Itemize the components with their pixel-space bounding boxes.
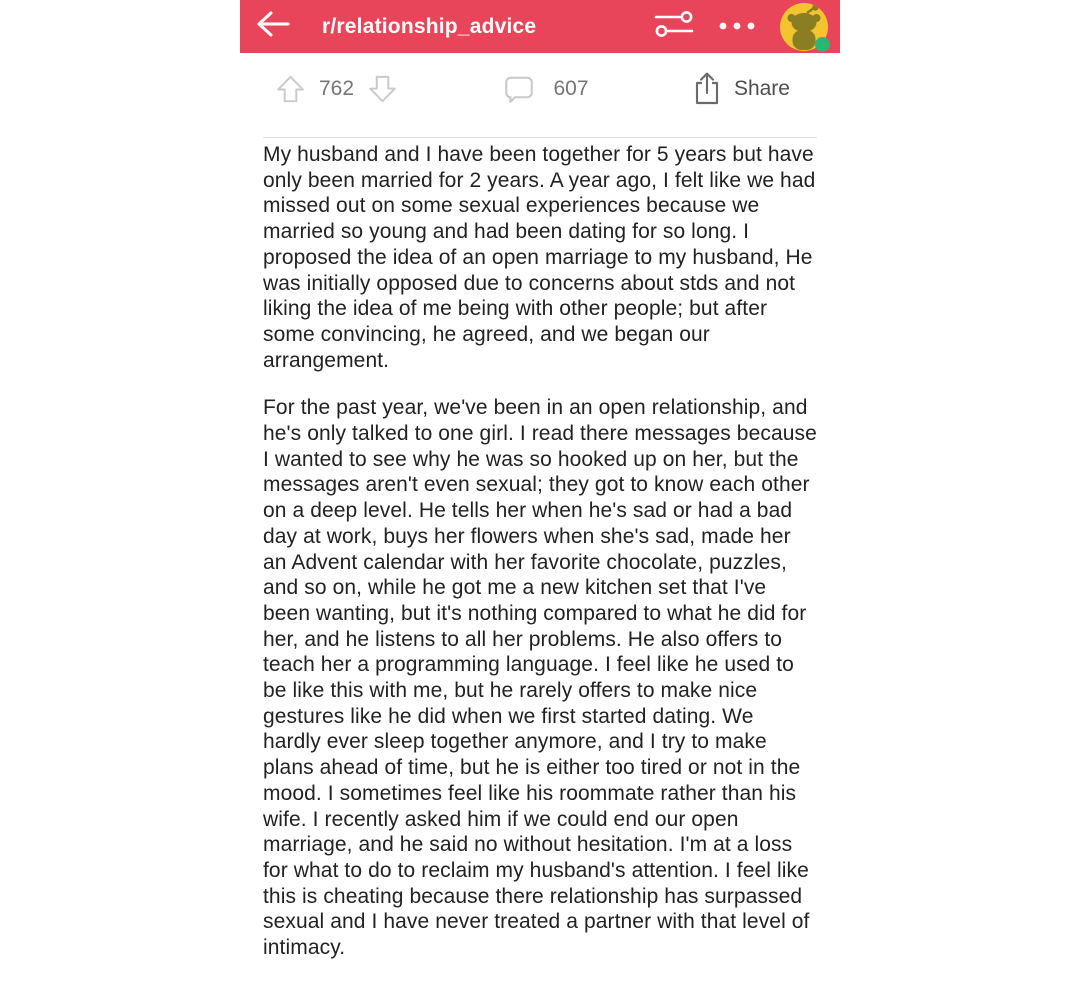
post-paragraph: For the past year, we've been in an open relationship, and he's only talked to one girl. I read there messages because I wanted to see why he was so hooked up on her, but the messages aren't even sexual; they got to know each other on a deep level. He tells her when he's sad or had a bad day at work, buys her flowers when she's sad, made her an Advent calendar with her favorite chocolate, puzzles, and so on, while he got me a new kitchen set that I've been wanting, but it's nothing compared to what he did for her, and he listens to all her problems. He also offers to teach her a programming language. I feel like he used to be like this with me, but he rarely offers to make nice gestures like he did when we first started dating. We hardly ever sleep together anymore, and I try to make plans ahead of time, but he is either too tired or not in the mood. I sometimes feel like his roommate rather than his wife. I recently asked him if we could end our open marriage, and he said no without hesitation. I'm at a loss for what to do to reclaim my husband's attention. I feel like this is cheating because there relationship has surpassed sexual and I have never treated a partner with that level of intimacy.: [263, 396, 817, 960]
upvote-arrow-icon: [274, 73, 307, 106]
sliders-icon: [651, 8, 697, 45]
online-status-dot: [815, 37, 830, 52]
comment-bubble-icon: [501, 71, 537, 107]
upvote-count: 762: [319, 77, 355, 100]
share-label: Share: [733, 77, 790, 100]
comments-button[interactable]: [501, 71, 588, 107]
three-dots-icon: [718, 18, 756, 36]
vote-controls: [274, 73, 399, 106]
post-paragraph: My husband and I have been together for 5 years but have only been married for 2 years. A year ago, I felt like we had missed out on some sexual experiences because we married so young and had been dating for so long. I proposed the idea of an open marriage to my husband, He was initially opposed due to concerns about stds and not liking the idea of me being with other people; but after some convincing, he agreed, and we began our arrangement.: [263, 143, 816, 372]
sort-button[interactable]: [651, 8, 697, 45]
downvote-arrow-icon: [366, 73, 399, 106]
user-avatar[interactable]: [780, 3, 828, 51]
post-screen: [240, 0, 840, 983]
top-app-bar: [240, 0, 840, 53]
subreddit-title: r/relationship_advice: [322, 14, 537, 38]
share-box-arrow-icon: [691, 71, 723, 107]
post-action-bar: [240, 59, 840, 119]
back-arrow-icon: [254, 8, 292, 45]
back-button[interactable]: [254, 9, 296, 45]
overflow-menu-button[interactable]: [718, 18, 756, 36]
top-bar-actions: [651, 3, 828, 51]
downvote-button[interactable]: [366, 73, 399, 106]
post-body-text: [240, 138, 840, 961]
comment-count: 607: [553, 77, 589, 100]
share-button[interactable]: [691, 71, 790, 107]
upvote-button[interactable]: [274, 73, 307, 106]
